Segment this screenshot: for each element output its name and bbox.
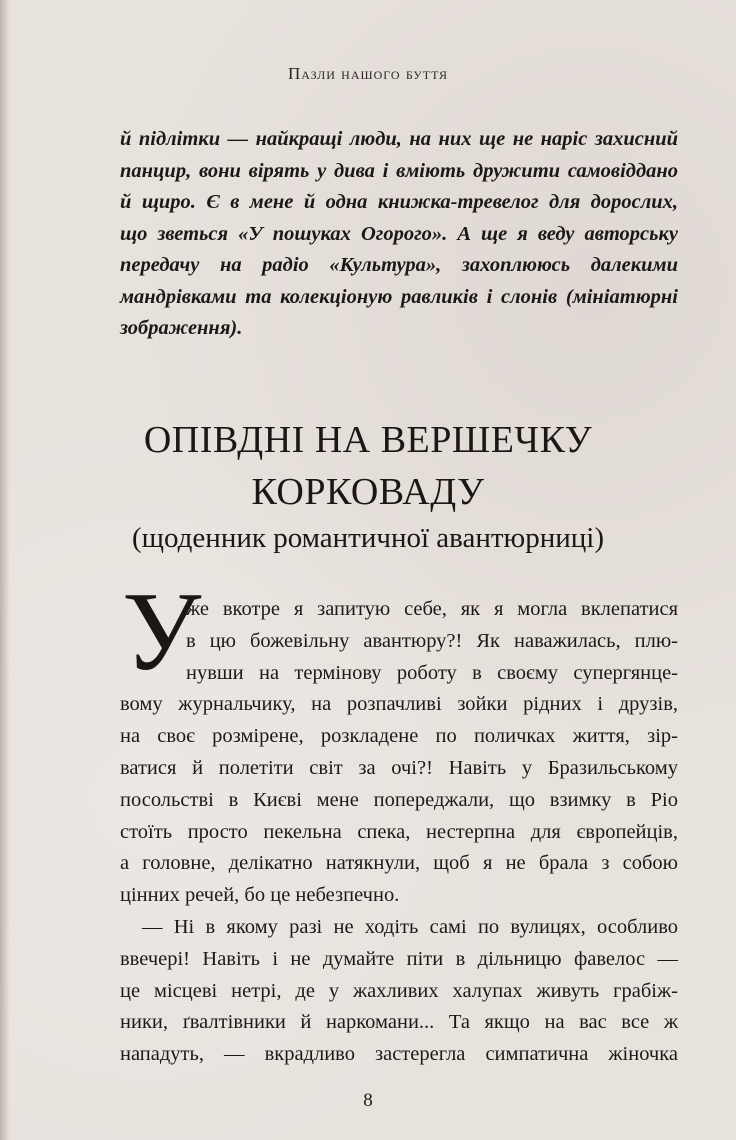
body-line: це місцеві нетрі, де у жахливих халупах живуть грабіж- (120, 979, 678, 1002)
body-line: нападуть, — вкрадливо застерегла симпатична жіночка (120, 1043, 678, 1066)
chapter-subtitle: (щоденник романтичної авантюрниці) (132, 522, 604, 554)
intro-line: й щиро. Є в мене й одна книжка-тревелог для дорослих, (120, 191, 678, 213)
body-line: на своє розмірене, розкладене по поличках життя, зір- (120, 725, 678, 748)
body-line: а головне, делікатно натякнули, щоб я не брала з собою (120, 852, 678, 875)
intro-line: панцир, вони вірять у дива і вміють дружити самовіддано (120, 159, 678, 182)
intro-line: передачу на радіо «Культура», захоплююсь далекими (120, 254, 678, 276)
page-number: 8 (363, 1090, 373, 1111)
body-line: ватися й полетіти світ за очі?! Навіть у Бразильському (120, 756, 678, 779)
intro-line: що зветься «У пошуках Огорого». А ще я веду авторську (120, 222, 678, 245)
body-line: же вкотре я запитую себе, як я могла вклепатися (186, 598, 678, 620)
body-line: ввечері! Навіть і не думайте піти в дільницю фавелос — (120, 947, 678, 970)
chapter-title-line-2: КОРКОВАДУ (251, 471, 485, 513)
body-line: ники, ґвалтівники й наркомани... Та якщо на вас все ж (120, 1011, 678, 1034)
drop-cap: У (122, 570, 202, 694)
running-head: Пазли нашого буття (287, 64, 448, 83)
intro-line: й підлітки — найкращі люди, на них ще не наріс захисний (120, 128, 678, 150)
body-line: стоїть просто пекельна спека, нестерпна для європейців, (120, 820, 678, 843)
body-line: посольстві в Києві мене попереджали, що взимку в Ріо (120, 788, 678, 811)
chapter-title-line-1: ОПІВДНІ НА ВЕРШЕЧКУ (143, 419, 593, 461)
intro-line: зображення). (120, 317, 243, 339)
page-edge-shadow (0, 0, 10, 1140)
body-line: вому журнальчику, на розпачливі зойки рідних і друзів, (120, 693, 678, 716)
body-line: в цю божевільну авантюру?! Як наважилась, плю- (186, 629, 678, 652)
intro-paragraph (120, 124, 678, 345)
chapter-title (0, 414, 736, 518)
body-line: цінних речей, бо це небезпечно. (120, 884, 400, 907)
body-text (120, 594, 678, 1071)
body-line: — Ні в якому разі не ходіть самі по вулицях, особливо (142, 915, 678, 938)
intro-line: мандрівками та колекціоную равликів і слонів (мініатюрні (120, 285, 678, 308)
body-line: нувши на термінову роботу в своєму супергянце- (186, 661, 678, 684)
